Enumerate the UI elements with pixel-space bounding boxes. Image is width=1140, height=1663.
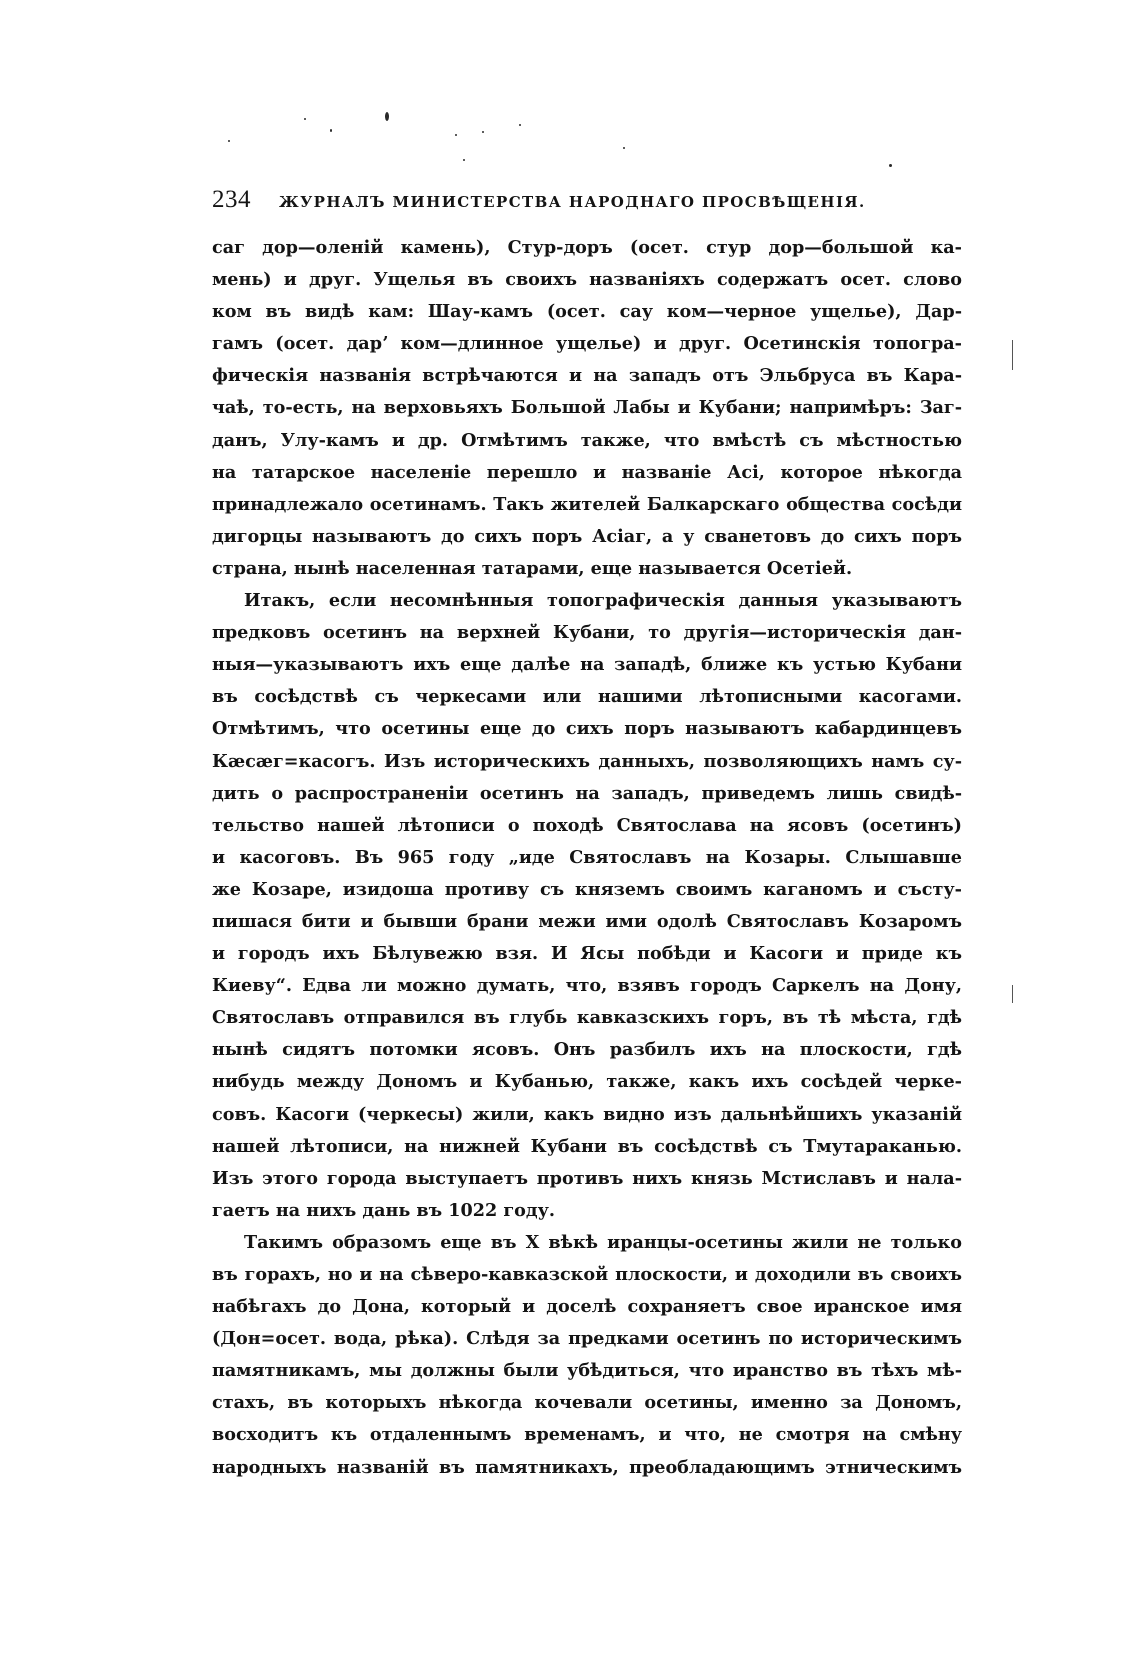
text-line: данъ, Улу-камъ и др. Отмѣтимъ также, что вмѣстѣ съ мѣстностью — [212, 429, 962, 451]
text-line: саг дор—оленій камень), Стур-доръ (осет. стур дор—большой ка- — [212, 237, 962, 258]
text-line: же Козаре, изидоша противу съ княземъ своимъ каганомъ и състу- — [212, 878, 962, 900]
text-line: памятникамъ, мы должны были убѣдиться, что иранство въ тѣхъ мѣ- — [212, 1360, 962, 1382]
text-line: въ сосѣдствѣ съ черкесами или нашими лѣтописными касогами. — [212, 686, 962, 708]
text-line: народныхъ названій въ памятникахъ, преобладающимъ этническимъ — [212, 1456, 962, 1478]
text-line: фическія названія встрѣчаются и на западъ отъ Эльбруса въ Кара- — [212, 365, 962, 387]
text-line: принадлежало осетинамъ. Такъ жителей Балкарскаго общества сосѣди — [212, 493, 962, 515]
text-line: страна, нынѣ населенная татарами, еще называется Осетіей. — [212, 557, 853, 579]
text-line: Отмѣтимъ, что осетины еще до сихъ поръ называютъ кабардинцевъ — [212, 718, 962, 740]
text-line: Кӕсӕг=касогъ. Изъ историческихъ данныхъ, позволяющихъ намъ су- — [212, 750, 962, 772]
text-line: предковъ осетинъ на верхней Кубани, то другія—историческія дан- — [212, 622, 962, 644]
text-line: нынѣ сидятъ потомки ясовъ. Онъ разбилъ ихъ на плоскости, гдѣ — [212, 1039, 962, 1061]
text-line: Киеву“. Едва ли можно думать, что, взявъ городъ Саркелъ на Дону, — [212, 975, 962, 997]
text-line: пишася бити и бывши брани межи ими одолѣ Святославъ Козаромъ — [212, 910, 962, 932]
body-text — [212, 232, 962, 1484]
text-line: нашей лѣтописи, на нижней Кубани въ сосѣдствѣ съ Тмутараканью. — [212, 1135, 962, 1157]
text-line: гаетъ на нихъ дань въ 1022 году. — [212, 1199, 555, 1221]
text-line: Итакъ, если несомнѣнныя топографическія данныя указываютъ — [244, 590, 962, 612]
text-line: Такимъ образомъ еще въ X вѣкѣ иранцы-осетины жили не только — [244, 1231, 962, 1253]
text-line: мень) и друг. Ущелья въ своихъ названіяхъ содержатъ осет. слово — [212, 269, 962, 291]
text-line: ком въ видѣ кам: Шау-камъ (осет. сау ком—черное ущелье), Дар- — [212, 301, 962, 323]
text-line: набѣгахъ до Дона, который и доселѣ сохраняетъ свое иранское имя — [212, 1296, 962, 1318]
text-line: ныя—указываютъ ихъ еще далѣе на западѣ, ближе къ устью Кубани — [212, 654, 962, 676]
text-line: гамъ (осет. дарʼ ком—длинное ущелье) и друг. Осетинскія топогра- — [212, 333, 962, 355]
page-header — [212, 186, 962, 218]
text-line: и городъ ихъ Бѣлувежю взя. И Ясы побѣди и Касоги и приде къ — [212, 943, 962, 965]
text-line: чаѣ, то-есть, на верховьяхъ Большой Лабы и Кубани; напримѣръ: Заг- — [212, 397, 962, 419]
margin-mark-lower — [1012, 985, 1013, 1003]
text-line: дигорцы называютъ до сихъ поръ Асіаг, а у сванетовъ до сихъ поръ — [212, 525, 962, 547]
text-line: въ горахъ, но и на сѣверо-кавказской плоскости, и доходили въ своихъ — [212, 1264, 962, 1285]
text-line: дить о распространеніи осетинъ на западъ, приведемъ лишь свидѣ- — [212, 782, 962, 804]
text-line: (Дон=осет. вода, рѣка). Слѣдя за предками осетинъ по историческимъ — [212, 1328, 962, 1350]
margin-mark-upper — [1012, 340, 1013, 370]
running-title: ЖУРНАЛЪ МИНИСТЕРСТВА НАРОДНАГО ПРОСВѢЩЕНІЯ. — [279, 193, 866, 211]
text-line: совъ. Касоги (черкесы) жили, какъ видно изъ дальнѣйшихъ указаній — [212, 1103, 962, 1125]
text-line: тельство нашей лѣтописи о походѣ Святослава на ясовъ (осетинъ) — [212, 814, 962, 836]
text-line: и касоговъ. Въ 965 году „иде Святославъ на Козары. Слышавше — [212, 846, 962, 868]
text-line: Святославъ отправился въ глубь кавказскихъ горъ, въ тѣ мѣста, гдѣ — [212, 1007, 962, 1029]
text-line: нибудь между Дономъ и Кубанью, также, какъ ихъ сосѣдей черке- — [212, 1071, 962, 1093]
text-line: стахъ, въ которыхъ нѣкогда кочевали осетины, именно за Дономъ, — [212, 1392, 962, 1414]
text-line: на татарское населеніе перешло и названіе Асі, которое нѣкогда — [212, 461, 962, 483]
page-number: 234 — [212, 186, 251, 213]
text-line: восходитъ къ отдаленнымъ временамъ, и что, не смотря на смѣну — [212, 1424, 962, 1446]
text-line: Изъ этого города выступаетъ противъ нихъ князь Мстиславъ и нала- — [212, 1167, 962, 1189]
